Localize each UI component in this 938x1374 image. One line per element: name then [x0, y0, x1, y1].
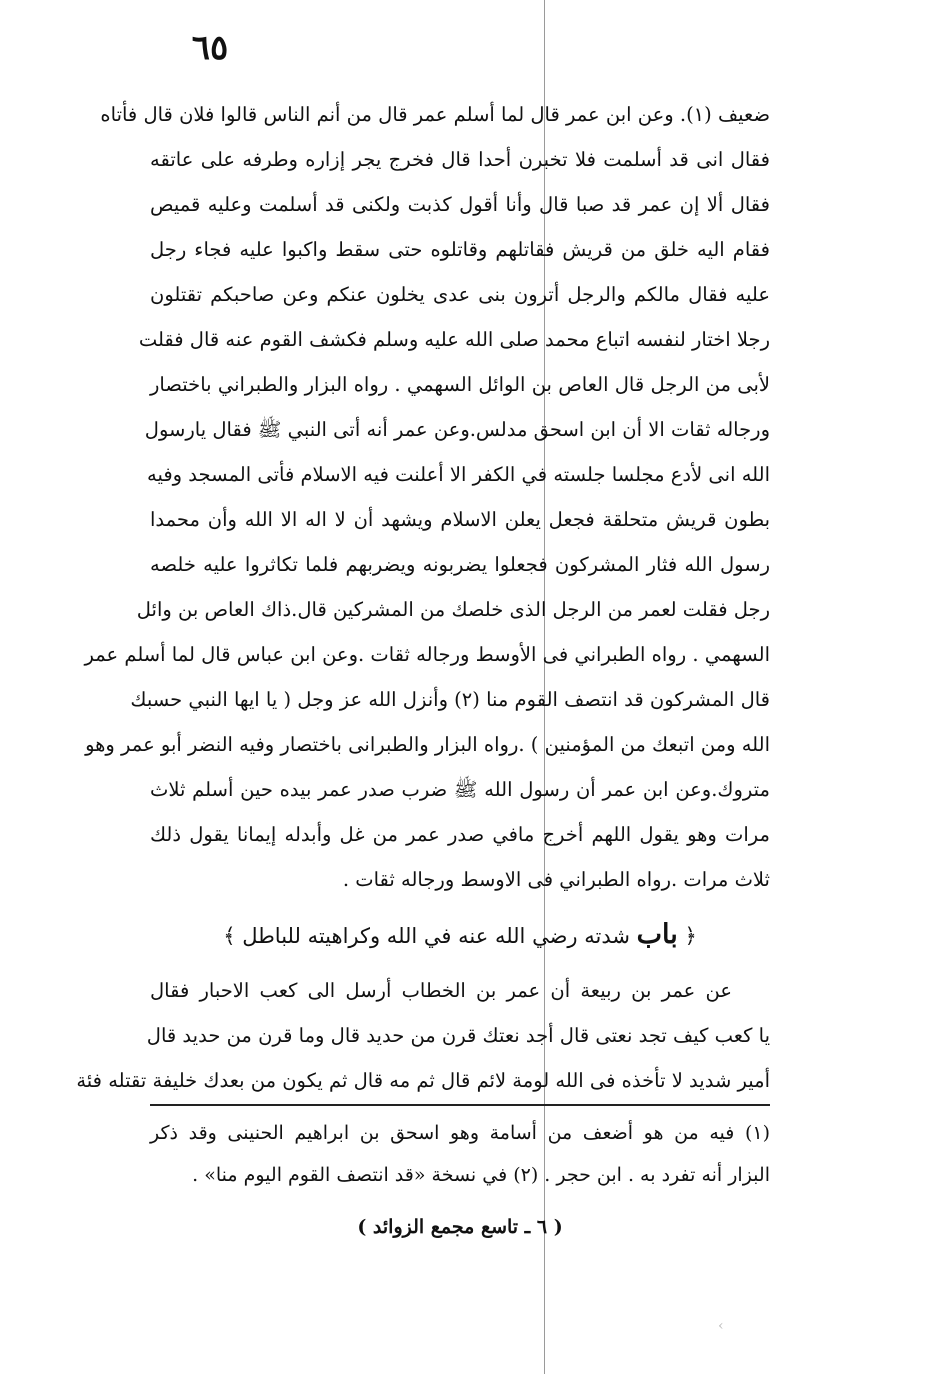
text-line: رسول الله فثار المشركون فجعلوا يضربونه ويضربهم فلما تكاثروا عليه خلصه	[150, 553, 770, 576]
text-line: ثلاث مرات .رواه الطبراني فى الاوسط ورجاله ثقات .	[342, 868, 770, 891]
scan-corner-mark: ‹	[718, 1318, 724, 1334]
text-line: يا كعب كيف تجد نعتى قال أجد نعتك قرن من حديد قال وما قرن من حديد قال	[146, 1024, 770, 1047]
text-line: مرات وهو يقول اللهم أخرج مافي صدر عمر من غل وأبدله إيمانا يقول ذلك	[150, 823, 770, 846]
footnote-line: البزار أنه تفرد به . ابن حجر . (٢) في نسخة «قد انتصف القوم اليوم منا» .	[192, 1164, 770, 1186]
text-line: فقال انى قد أسلمت فلا تخبرن أحدا قال فخرج يجر إزاره وطرفه على عاتقه	[150, 148, 770, 171]
main-paragraph	[84, 92, 770, 902]
heading-open-bracket: ﴿	[684, 924, 697, 948]
chapter-paragraph	[76, 968, 770, 1103]
heading-title: شدته رضي الله عنه في الله وكراهيته للباطل	[242, 924, 630, 948]
footnote-divider	[150, 1104, 770, 1106]
text-line: الله انى لأدع مجلسا جلسته في الكفر الا أعلنت فيه الاسلام فأتى المسجد وفيه	[147, 463, 770, 486]
text-line: ورجاله ثقات الا أن ابن اسحق مدلس.وعن عمر أنه أتى النبي ﷺ فقال يارسول	[144, 418, 770, 441]
text-line: بطون قريش متحلقة فجعل يعلن الاسلام ويشهد أن لا اله الا الله وأن محمدا	[150, 508, 770, 531]
text-line: عليه فقال مالكم والرجل أترون بنى عدى يخلون عنكم وعن صاحبكم تقتلون	[150, 283, 770, 306]
footnotes	[150, 1112, 770, 1196]
text-line: رجلا اختار لنفسه اتباع محمد صلى الله عليه وسلم فكشف القوم عنه قال فقلت	[138, 328, 770, 351]
text-line: لأبى من الرجل قال العاص بن الوائل السهمي . رواه البزار والطبراني باختصار	[150, 373, 770, 396]
text-line: ضعيف (١). وعن ابن عمر قال لما أسلم عمر قال من أنم الناس قالوا فلان قال فأتاه	[100, 103, 770, 126]
page-number: ٦٥	[191, 28, 229, 68]
heading-bab-word: باب	[636, 919, 678, 950]
text-line: عن عمر بن ربيعة أن عمر بن الخطاب أرسل الى كعب الاحبار فقال	[150, 979, 732, 1002]
text-line: رجل فقلت لعمر من الرجل الذى خلصك من المشركين قال.ذاك العاص بن وائل	[136, 598, 770, 621]
text-line: الله ومن اتبعك من المؤمنين ) .رواه البزار والطبرانى باختصار وفيه النضر أبو عمر وهو	[85, 733, 770, 756]
text-line: فقام اليه خلق من قريش فقاتلهم وقاتلوه حتى سقط واكبوا عليه فجاء رجل	[150, 238, 770, 261]
heading-close-bracket: ﴾	[223, 924, 236, 948]
chapter-heading	[150, 908, 770, 962]
text-line: فقال ألا إن عمر قد صبا قال وأنا أقول كذبت ولكنى قد أسلمت وعليه قميص	[150, 193, 770, 216]
footnote-line: (١) فيه من هو أضعف من أسامة وهو اسحق بن ابراهيم الحنينى وقد ذكر	[150, 1122, 770, 1144]
text-line: قال المشركون قد انتصف القوم منا (٢) وأنزل الله عز وجل ( يا ايها النبي حسبك	[130, 688, 770, 711]
text-line: السهمي . رواه الطبراني فى الأوسط ورجاله ثقات .وعن ابن عباس قال لما أسلم عمر	[84, 643, 770, 666]
text-line: أمير شديد لا تأخذه فى الله لومة لائم قال ثم مه قال ثم يكون من بعدك خليفة تقتله فئة	[76, 1069, 770, 1092]
printer-signature: ( ٦ ـ تاسع مجمع الزوائد )	[357, 1216, 563, 1238]
text-line: متروك.وعن ابن عمر أن رسول الله ﷺ ضرب صدر عمر بيده حين أسلم ثلاث	[150, 778, 770, 801]
